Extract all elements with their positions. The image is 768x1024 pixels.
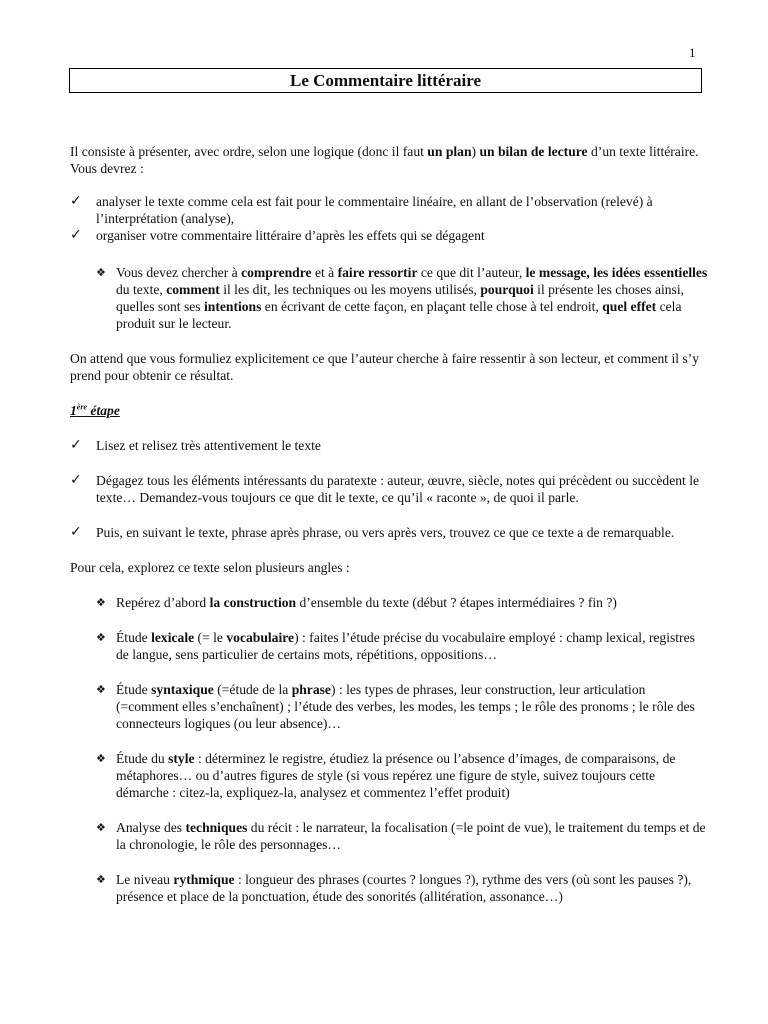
angle-item-text: Le niveau rythmique : longueur des phrases (courtes ? longues ?), rythme des vers (où sont les pauses ?), présence et place de la ponctuation, étude des sonorités (allitération, assonance…) [116,872,692,904]
angles-intro: Pour cela, explorez ce texte selon plusieurs angles : [70,560,350,575]
check-item-text: Dégagez tous les éléments intéressants du paratexte : auteur, œuvre, siècle, notes qui précèdent ou succèdent le texte… Demandez-vous toujours ce que dit le texte, ce qu’il « raconte », de quoi il parle. [96,473,700,505]
step-heading: 1ère étape [70,402,120,418]
diamond-bullet-icon: ❖ [96,631,106,644]
page-number: 1 [689,45,696,60]
diamond-item [70,264,710,332]
check-item-text: organiser votre commentaire littéraire d’après les effets qui se dégagent [96,228,485,243]
check-item-text: Lisez et relisez très attentivement le texte [96,438,321,453]
check-item [70,227,710,244]
checkmark-icon: ✓ [70,472,82,488]
check-item [70,193,710,227]
angle-item-text: Analyse des techniques du récit : le narrateur, la focalisation (=le point de vue), le traitement du temps et de la chronologie, le rôle des personnages… [116,820,706,852]
page-title: Le Commentaire littéraire [69,68,702,93]
check-item [70,437,710,454]
checkmark-icon: ✓ [70,193,82,209]
expectation-paragraph: On attend que vous formuliez explicitement ce que l’auteur cherche à faire ressentir à son lecteur, et comment il s’y prend pour obtenir ce résultat. [70,351,700,383]
diamond-bullet-icon: ❖ [96,873,106,886]
angle-item [70,681,710,732]
angle-item [70,819,710,853]
checkmark-icon: ✓ [70,227,82,243]
angle-item-text: Repérez d’abord la construction d’ensemble du texte (début ? étapes intermédiaires ? fin ?) [116,595,617,610]
step-checklist [70,437,710,541]
angle-item-text: Étude du style : déterminez le registre, étudiez la présence ou l’absence d’images, de comparaisons, de métaphores… ou d’autres figures de style (si vous repérez une figure de style, suivez toujours cette démarche : citez-la, expliquez-la, analysez et commentez l’effet produit) [116,751,676,800]
angle-item [70,871,710,905]
check-item [70,524,710,541]
diamond-bullet-icon: ❖ [96,683,106,696]
diamond-bullet-icon: ❖ [96,752,106,765]
checkmark-icon: ✓ [70,437,82,453]
angle-item-text: Étude lexicale (= le vocabulaire) : faites l’étude précise du vocabulaire employé : champ lexical, registres de langue, sens particulier de certains mots, répétitions, oppositions… [116,630,695,662]
first-checklist [70,193,710,244]
diamond-bullet-icon: ❖ [96,596,106,609]
diamond-item-text: Vous devez chercher à comprendre et à faire ressortir ce que dit l’auteur, le message, les idées essentielles du texte, comment il les dit, les techniques ou les moyens utilisés, pourquoi il présente les choses ainsi, quelles sont ses intentions en écrivant de cette façon, en plaçant telle chose à tel endroit, quel effet cela produit sur le lecteur. [116,265,708,331]
diamond-bullet-icon: ❖ [96,266,106,279]
angle-item [70,594,710,611]
document-body [70,143,710,905]
angle-item-text: Étude syntaxique (=étude de la phrase) : les types de phrases, leur construction, leur articulation (=comment elles s’enchaînent) ; l’étude des verbes, les modes, les temps ; le rôle des pronoms ; le rôle des connecteurs logiques (ou leur absence)… [116,682,695,731]
angle-item [70,750,710,801]
checkmark-icon: ✓ [70,524,82,540]
check-item-text: Puis, en suivant le texte, phrase après phrase, ou vers après vers, trouvez ce que ce texte a de remarquable. [96,525,675,540]
check-item [70,472,710,506]
diamond-bullet-icon: ❖ [96,821,106,834]
angles-list [70,594,710,905]
intro-paragraph: Il consiste à présenter, avec ordre, selon une logique (donc il faut un plan) un bilan de lecture d’un texte littéraire. Vous devrez : [70,144,699,176]
angle-item [70,629,710,663]
check-item-text: analyser le texte comme cela est fait pour le commentaire linéaire, en allant de l’observation (relevé) à l’interprétation (analyse), [96,194,653,226]
